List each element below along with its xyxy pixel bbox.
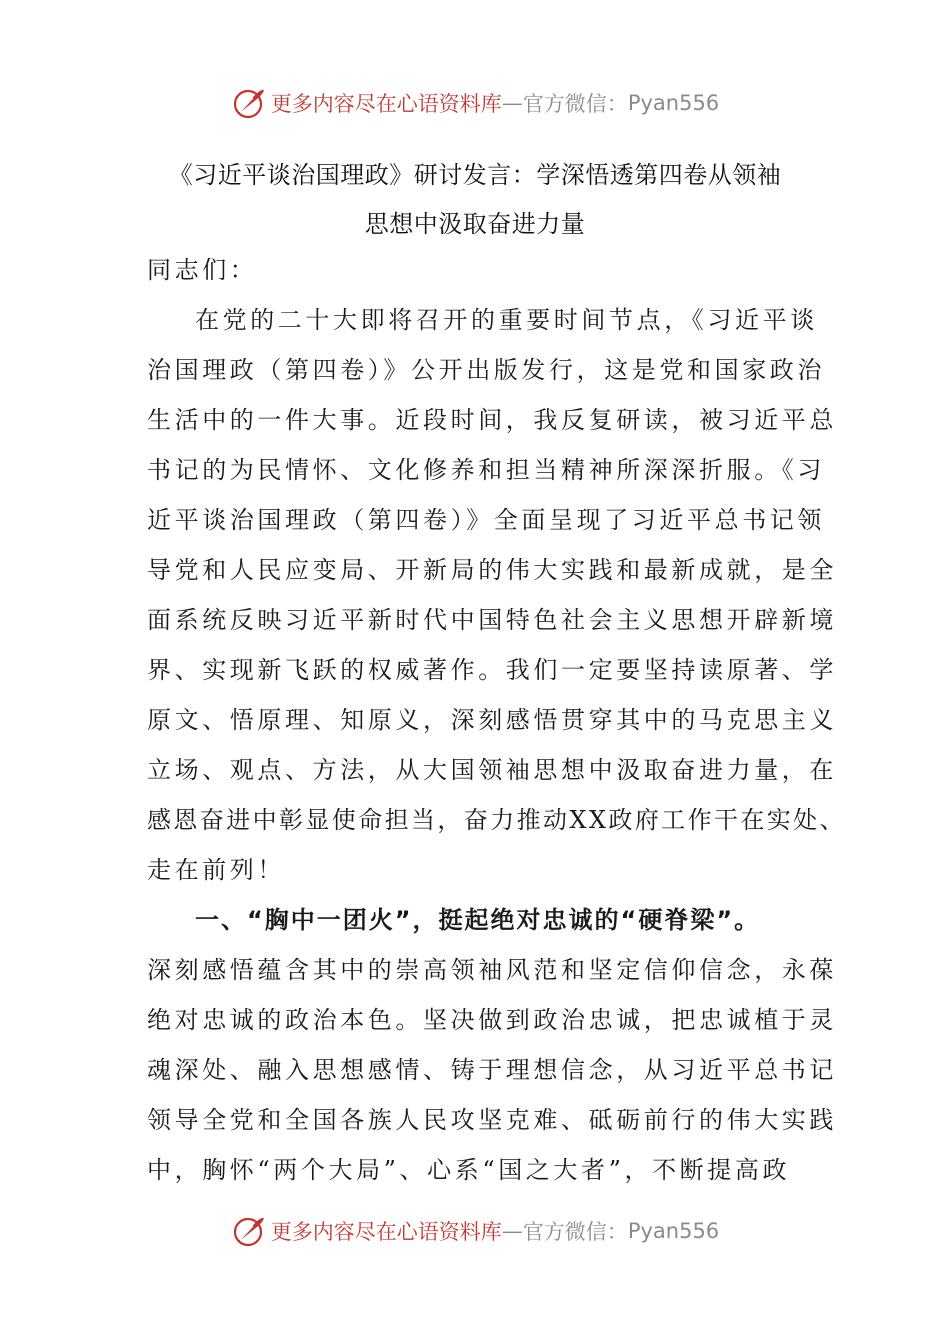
- watermark-official-label: 官方微信：: [522, 1220, 628, 1244]
- paragraph-line: 生活中的一件大事。近段时间，我反复研读，被习近平总: [147, 406, 837, 434]
- paragraph-line: 原文、悟原理、知原义，深刻感悟贯穿其中的马克思主义: [147, 706, 837, 734]
- watermark-official-label: 官方微信：: [522, 92, 628, 116]
- section-heading-1: 一、“胸中一团火”，挺起绝对忠诚的“硬脊梁”。: [195, 906, 761, 934]
- watermark-wechat-id: Pyan556: [627, 91, 720, 115]
- paragraph-line: 面系统反映习近平新时代中国特色社会主义思想开辟新境: [147, 606, 837, 634]
- watermark-dash: —: [501, 91, 523, 115]
- paragraph-line: 深刻感悟蕴含其中的崇高领袖风范和坚定信仰信念，永葆: [147, 956, 837, 984]
- document-title-line-1: 《习近平谈治国理政》研讨发言：学深悟透第四卷从领袖: [168, 161, 782, 189]
- quill-pen-icon: [231, 1213, 267, 1249]
- paragraph-line: 走在前列！: [147, 856, 285, 884]
- salutation: 同志们：: [147, 256, 258, 284]
- paragraph-line: 领导全党和全国各族人民攻坚克难、砥砺前行的伟大实践: [147, 1106, 837, 1134]
- paragraph-line: 导党和人民应变局、开新局的伟大实践和最新成就，是全: [147, 556, 837, 584]
- paragraph-line: 在党的二十大即将召开的重要时间节点，《习近平谈: [195, 306, 818, 334]
- quill-pen-icon: [231, 85, 267, 121]
- footer-watermark: [0, 1211, 950, 1251]
- header-watermark: [0, 83, 950, 123]
- document-title-line-2: 思想中汲取奋进力量: [364, 210, 586, 238]
- watermark-brand-text: 更多内容尽在心语资料库: [270, 1220, 502, 1244]
- paragraph-line: 中，胸怀“两个大局”、心系“国之大者”，不断提高政: [147, 1156, 791, 1184]
- paragraph-line: 界、实现新飞跃的权威著作。我们一定要坚持读原著、学: [147, 656, 837, 684]
- paragraph-line: 立场、观点、方法，从大国领袖思想中汲取奋进力量，在: [147, 756, 837, 784]
- paragraph-line: 绝对忠诚的政治本色。坚决做到政治忠诚，把忠诚植于灵: [147, 1006, 837, 1034]
- paragraph-line: 治国理政（第四卷）》公开出版发行，这是党和国家政治: [147, 356, 825, 384]
- watermark-dash: —: [501, 1219, 523, 1243]
- paragraph-line: 书记的为民情怀、文化修养和担当精神所深深折服。《习: [147, 456, 825, 484]
- paragraph-line: 魂深处、融入思想感情、铸于理想信念，从习近平总书记: [147, 1056, 837, 1084]
- paragraph-line: 感恩奋进中彰显使命担当，奋力推动XX政府工作干在实处、: [147, 806, 846, 834]
- watermark-brand-text: 更多内容尽在心语资料库: [270, 92, 502, 116]
- paragraph-line: 近平谈治国理政（第四卷）》全面呈现了习近平总书记领: [147, 506, 825, 534]
- watermark-wechat-id: Pyan556: [627, 1219, 720, 1243]
